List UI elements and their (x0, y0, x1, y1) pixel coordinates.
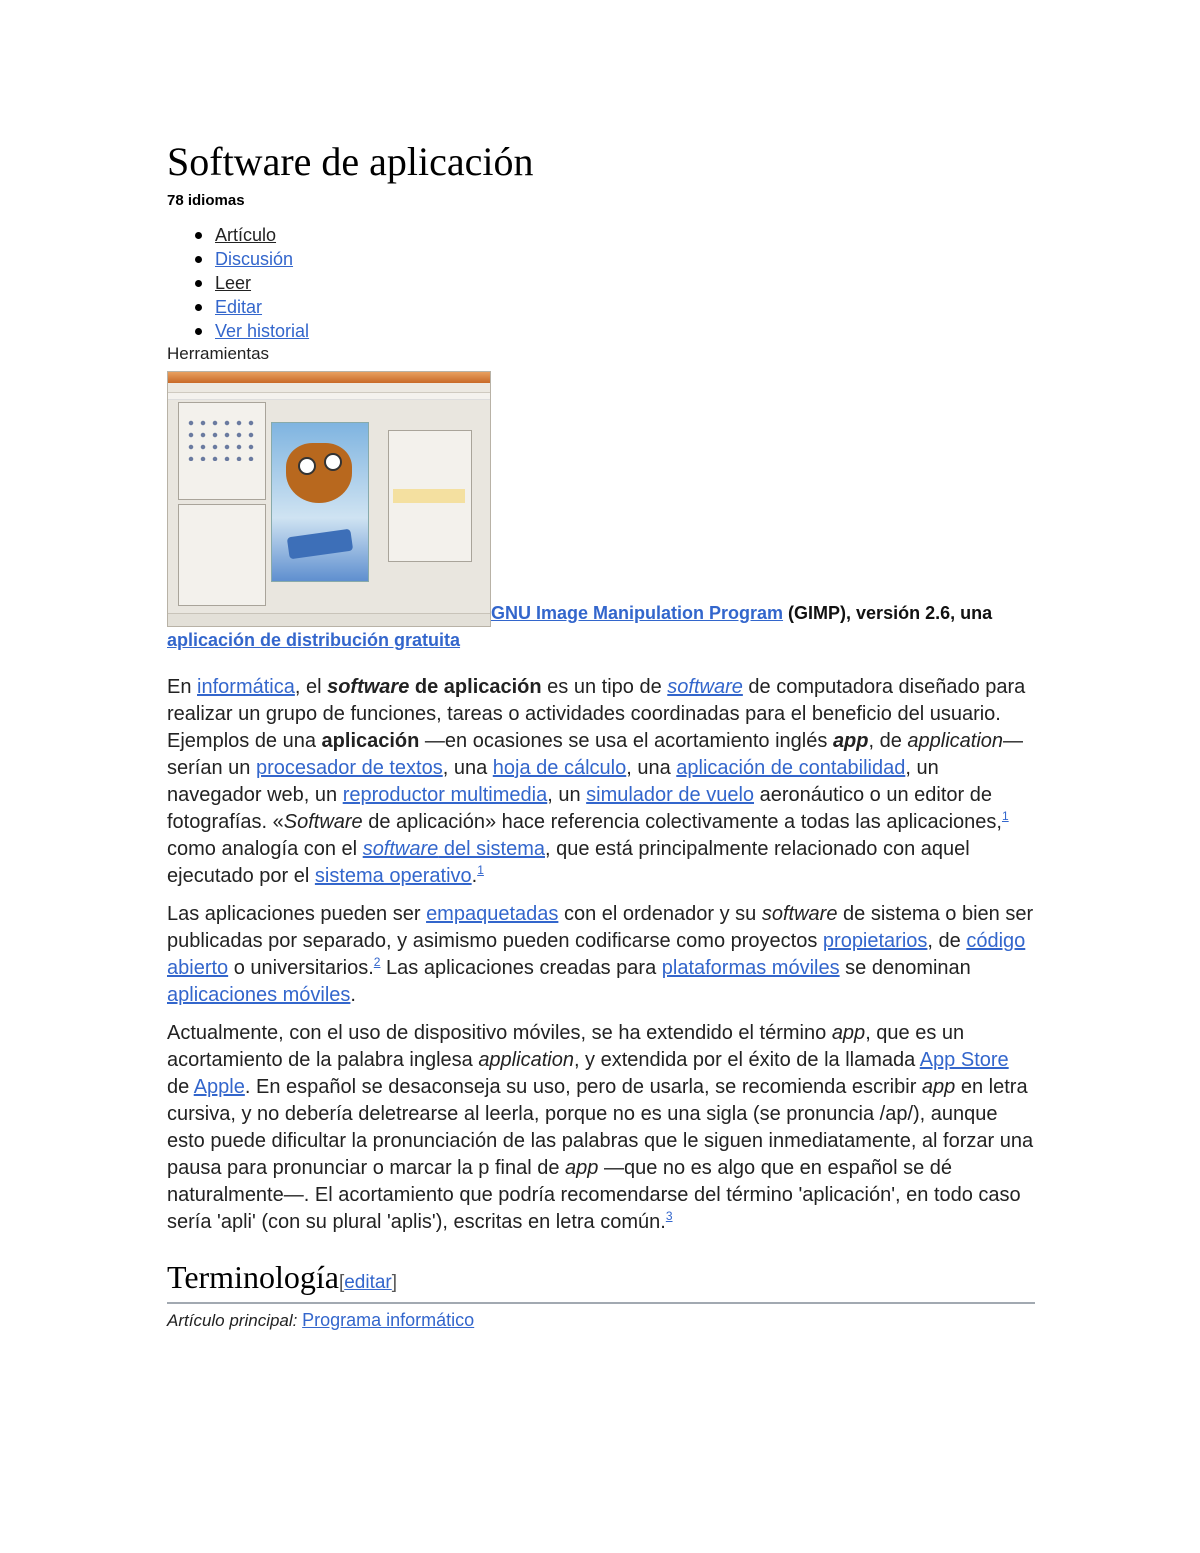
article (167, 138, 1035, 1331)
mascot-eye (298, 457, 316, 475)
mascot-illustration (286, 443, 352, 503)
main-article-note: Artículo principal: Programa informático (167, 1310, 475, 1330)
tool-options-panel (178, 504, 266, 606)
ref-link[interactable]: 2 (373, 955, 381, 969)
ref-link[interactable]: 1 (1001, 809, 1009, 823)
caption-link-2[interactable]: aplicación de distribución gratuita (167, 630, 461, 650)
window-titlebar (168, 372, 490, 383)
edit-section-link[interactable]: editar (344, 1272, 392, 1293)
selected-layer (393, 489, 465, 503)
tab-edit[interactable]: Editar (215, 295, 1035, 319)
tab-read[interactable]: Leer (215, 271, 1035, 295)
figure-caption: GNU Image Manipulation Program (GIMP), versión 2.6, una aplicación de distribución gratuita (167, 603, 993, 650)
gimp-screenshot-image[interactable] (167, 371, 491, 627)
section-heading-terminology: Terminología[editar] (167, 1258, 1035, 1304)
paragraph-app-term: Actualmente, con el uso de dispositivo móviles, se ha extendido el término app, que es un acortamiento de la palabra inglesa application, y extendida por el éxito de la llamada App Store de Apple. En español se desaconseja su uso, pero de usarla, se recomienda escribir app en letra cursiva, y no debería deletrearse al leerla, porque no es una sigla (se pronuncia /ap/), aunque esto puede dificultar la pronunciación de las palabras que le siguen inmediatamente, al forzar una pausa para pronunciar o marcar la p final de app —que no es algo que en español se dé naturalmente—. El acortamiento que podría recomendarse del término 'aplicación', en todo caso sería 'apli' (con su plural 'aplis'), escritas en letra común.$^3$ (167, 1022, 1034, 1233)
paragraph-intro: En informática, el software de aplicación es un tipo de software de computadora diseñado para realizar un grupo de funciones, tareas o actividades coordinadas para el beneficio del usuario. Ejemplos de una aplicación —en ocasiones se usa el acortamiento inglés app, de application— serían un procesador de textos, una hoja de cálculo, una aplicación de contabilidad, un navegador web, un reproductor multimedia, un simulador de vuelo aeronáutico o un editor de fotografías. «Software de aplicación» hace referencia colectivamente a todas las aplicaciones,$^1$ como analogía con el software del sistema, que está principalmente relacionado con aquel ejecutado por el sistema operativo.$^1$ (167, 676, 1026, 887)
logo-illustration (287, 529, 353, 560)
tab-discussion[interactable]: Discusión (215, 247, 1035, 271)
layers-panel (388, 430, 472, 562)
page-title: Software de aplicación (167, 139, 534, 184)
ref-link[interactable]: 1 (477, 863, 484, 877)
window-menubar (168, 383, 490, 393)
paragraph-packaging: Las aplicaciones pueden ser empaquetadas con el ordenador y su software de sistema o bien ser publicadas por separado, y asimismo pueden codificarse como proyectos propietarios, de código abierto o universitarios.$^2$ Las aplicaciones creadas para plataformas móviles se denominan aplicaciones móviles. (167, 903, 1034, 1006)
language-selector[interactable]: 78 idiomas (167, 192, 245, 209)
tab-article[interactable]: Artículo (215, 223, 1035, 247)
caption-link[interactable]: GNU Image Manipulation Program (491, 603, 784, 623)
ref-link[interactable]: 3 (665, 1209, 673, 1223)
tool-icons (185, 417, 259, 461)
toolbox-panel (178, 402, 266, 500)
window-ruler (168, 393, 490, 400)
main-article-link[interactable]: Programa informático (302, 1310, 475, 1330)
figure (167, 371, 1035, 654)
tools-menu[interactable]: Herramientas (167, 344, 270, 363)
page-tabs (167, 223, 1035, 343)
window-statusbar (168, 613, 490, 626)
mascot-eye (324, 453, 342, 471)
tab-history[interactable]: Ver historial (215, 319, 1035, 343)
canvas-image (271, 422, 369, 582)
section-edit: [editar] (338, 1272, 398, 1293)
